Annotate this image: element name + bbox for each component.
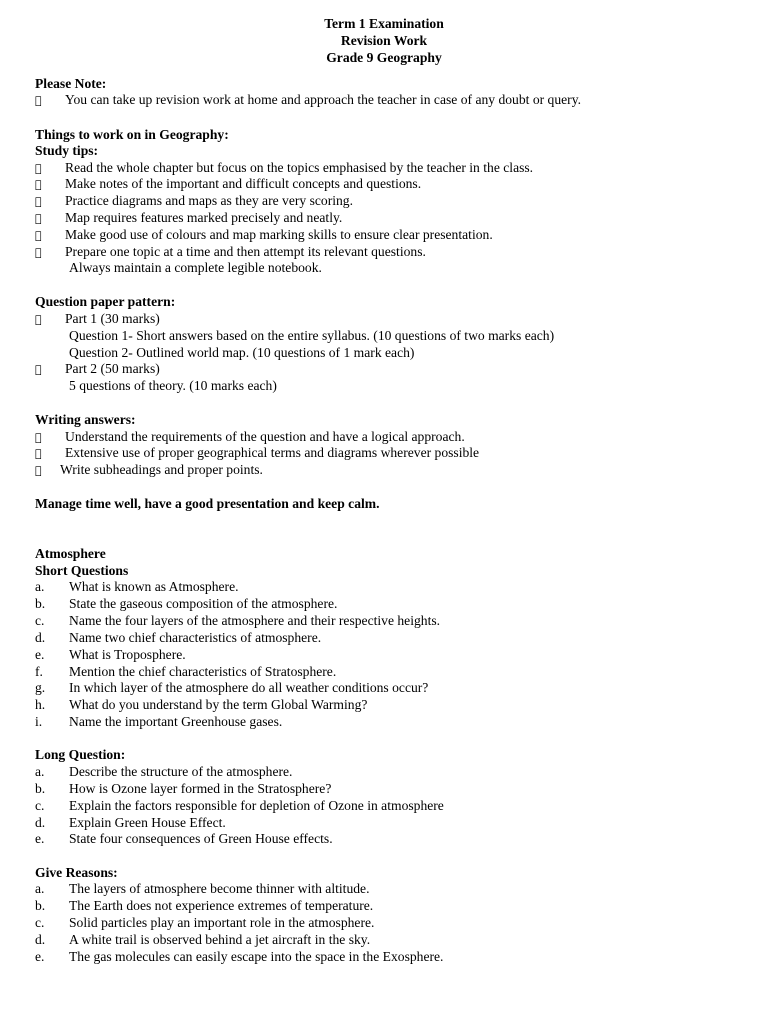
long-question: Explain the factors responsible for depletion of Ozone in atmosphere — [69, 798, 444, 813]
question-label: g. — [35, 680, 46, 695]
bullet-icon — [35, 446, 42, 463]
bullet-icon — [35, 362, 42, 379]
please-note-heading: Please Note: — [35, 76, 107, 91]
question-label: e. — [35, 647, 45, 662]
reason-question: The layers of atmosphere become thinner with altitude. — [69, 881, 370, 896]
short-question: What do you understand by the term Global Warming? — [69, 697, 368, 712]
long-question-heading: Long Question: — [35, 747, 126, 762]
study-tip: Practice diagrams and maps as they are very scoring. — [65, 193, 354, 208]
pattern-heading: Question paper pattern: — [35, 294, 176, 309]
pattern-part2: Part 2 (50 marks) — [65, 361, 160, 376]
atmosphere-heading: Atmosphere — [35, 546, 106, 561]
long-question: How is Ozone layer formed in the Stratosphere? — [69, 781, 332, 796]
bullet-icon — [35, 430, 42, 447]
writing-item: Write subheadings and proper points. — [60, 462, 263, 477]
manage-time-note: Manage time well, have a good presentation and keep calm. — [35, 496, 380, 511]
study-tips-heading: Study tips: — [35, 143, 99, 158]
pattern-theory: 5 questions of theory. (10 marks each) — [69, 378, 277, 393]
short-question: Name the important Greenhouse gases. — [69, 714, 283, 729]
short-question: What is known as Atmosphere. — [69, 579, 239, 594]
short-question: Name the four layers of the atmosphere and their respective heights. — [69, 613, 441, 628]
study-tip: Make good use of colours and map marking skills to ensure clear presentation. — [65, 227, 493, 242]
study-tip: Map requires features marked precisely and neatly. — [65, 210, 343, 225]
question-label: d. — [35, 815, 46, 830]
writing-item: Understand the requirements of the question and have a logical approach. — [65, 429, 465, 444]
writing-heading: Writing answers: — [35, 412, 136, 427]
question-label: i. — [35, 714, 43, 729]
long-question: State four consequences of Green House effects. — [69, 831, 333, 846]
question-label: b. — [35, 898, 46, 913]
study-tip: Make notes of the important and difficult concepts and questions. — [65, 176, 422, 191]
question-label: d. — [35, 630, 46, 645]
give-reasons-heading: Give Reasons: — [35, 865, 118, 880]
pattern-question1: Question 1- Short answers based on the entire syllabus. (10 questions of two marks each) — [69, 328, 555, 343]
bullet-icon — [35, 211, 42, 228]
doc-title-line2: Revision Work — [340, 33, 428, 48]
short-question: What is Troposphere. — [69, 647, 186, 662]
pattern-part1: Part 1 (30 marks) — [65, 311, 160, 326]
short-question: In which layer of the atmosphere do all weather conditions occur? — [69, 680, 429, 695]
bullet-icon — [35, 161, 42, 178]
study-tip-continuation: Always maintain a complete legible notebook. — [69, 260, 322, 275]
reason-question: A white trail is observed behind a jet aircraft in the sky. — [69, 932, 371, 947]
doc-title-line1: Term 1 Examination — [324, 16, 444, 31]
study-tip: Read the whole chapter but focus on the topics emphasised by the teacher in the class. — [65, 160, 534, 175]
bullet-icon — [35, 93, 42, 110]
short-question: Mention the chief characteristics of Stratosphere. — [69, 664, 337, 679]
question-label: h. — [35, 697, 46, 712]
question-label: b. — [35, 781, 46, 796]
short-questions-heading: Short Questions — [35, 563, 129, 578]
long-question: Explain Green House Effect. — [69, 815, 226, 830]
question-label: e. — [35, 949, 45, 964]
bullet-icon — [35, 312, 42, 329]
reason-question: The Earth does not experience extremes of temperature. — [69, 898, 374, 913]
question-label: c. — [35, 613, 45, 628]
bullet-icon — [35, 228, 42, 245]
bullet-icon — [35, 177, 42, 194]
question-label: c. — [35, 798, 45, 813]
long-question: Describe the structure of the atmosphere. — [69, 764, 293, 779]
bullet-icon — [35, 463, 42, 480]
question-label: f. — [35, 664, 43, 679]
reason-question: The gas molecules can easily escape into the space in the Exosphere. — [69, 949, 444, 964]
bullet-icon — [35, 194, 42, 211]
study-tip: Prepare one topic at a time and then attempt its relevant questions. — [65, 244, 426, 259]
question-label: a. — [35, 881, 45, 896]
doc-title-line3: Grade 9 Geography — [326, 50, 442, 65]
question-label: c. — [35, 915, 45, 930]
question-label: e. — [35, 831, 45, 846]
question-label: a. — [35, 579, 45, 594]
writing-item: Extensive use of proper geographical terms and diagrams wherever possible — [65, 445, 480, 460]
question-label: a. — [35, 764, 45, 779]
short-question: Name two chief characteristics of atmosphere. — [69, 630, 322, 645]
please-note-item: You can take up revision work at home and approach the teacher in case of any doubt or query. — [65, 92, 582, 107]
pattern-question2: Question 2- Outlined world map. (10 questions of 1 mark each) — [69, 345, 415, 360]
question-label: b. — [35, 596, 46, 611]
bullet-icon — [35, 245, 42, 262]
reason-question: Solid particles play an important role in the atmosphere. — [69, 915, 375, 930]
short-question: State the gaseous composition of the atmosphere. — [69, 596, 338, 611]
things-heading: Things to work on in Geography: — [35, 127, 229, 142]
question-label: d. — [35, 932, 46, 947]
